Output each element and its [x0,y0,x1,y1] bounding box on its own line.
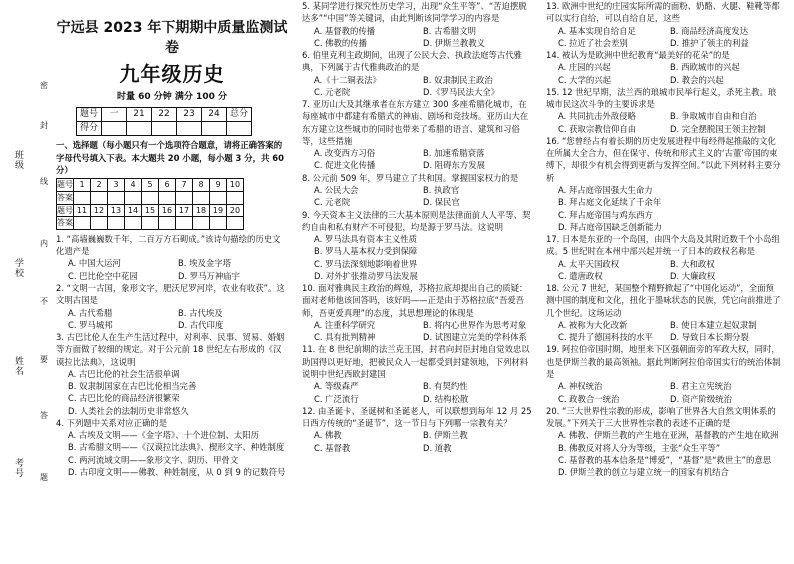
answer-table-cell: 7 [176,179,193,192]
option-C: C. 两河流域文明——象形文字、阴历、甲骨文 [68,454,239,465]
answer-table-cell: 13 [108,204,125,217]
question-text: 11. 在 8 世纪前期的法兰克王国，封君向封臣封地自觉效忠以助国得以更好地，把被民众人一起都受到封建领地，下列材料说明中世纪西欧封建国 [302,344,530,379]
option-C: C. 元老院 [314,197,351,208]
option-B: B. 奴隶制国家在古巴比伦相当完善 [68,381,197,392]
exam-meta: 时量 60 分钟 满分 100 分 [117,92,227,103]
option-B: B. 奴隶制民主政治 [423,74,493,85]
answer-table-cell[interactable] [210,191,227,204]
question-13 [546,0,782,49]
question-options [314,319,532,344]
question-text: 6. 伯里克利主政期间，出现了公民大会、执政法庭等古代雅典，下列属于古代雅典政治的是 [302,50,523,73]
question-text: 3. 古巴比伦人在生产生活过程中，对利率、民事、贸易、婚姻等方面做了较细的规定。对于公元前 18 世纪左右形成的《汉谟拉比法典》，这说明 [56,332,285,367]
option-B: B. 拜占庭文化延续了千余年 [558,197,662,208]
answer-table-cell[interactable] [210,217,227,230]
section-1-instructions: 一、选择题（每小题只有一个选项符合题意，请将正确答案的字母代号填入下表。本大题共 20 小题，每小题 3 分，共 60 分） [56,140,284,175]
option-C: C. 具有批判精神 [314,332,376,343]
option-C: C. 佛教的传播 [314,37,368,48]
option-D: D. 推护了领主的利益 [670,37,749,48]
question-options [68,368,288,417]
option-B: B. 争取城市自由和自治 [670,111,757,122]
option-D: D. 保民官 [423,197,460,208]
question-1 [56,233,288,282]
option-B: B. 伊斯兰教 [423,430,468,441]
answer-table-cell[interactable] [159,217,176,230]
option-A: A. 基本实现自给自足 [558,25,636,36]
seal-mark: 封 [40,121,48,130]
question-16 [546,135,782,233]
answer-table-cell[interactable] [193,191,210,204]
seal-mark: 内 [40,239,48,248]
option-C: C. 古巴比伦的商品经济很繁荣 [68,393,180,404]
question-options [558,319,782,344]
score-cell: 23 [177,108,202,122]
question-options [558,110,782,135]
option-A: A. 中国大运河 [68,258,121,269]
option-A: A. 公民大会 [314,184,359,195]
option-B: B. 古代埃及 [178,307,223,318]
option-D: D. 伊斯兰教教义 [423,37,486,48]
subject-title: 九年级历史 [119,61,225,86]
option-D: D. 教会的兴起 [670,74,724,85]
name-label: 姓名 [13,356,23,376]
question-text: 7. 亚历山大及其继承者在东方建立 300 多座希腊化城市，在每座城市中都建有希腊式的神庙、剧场和竞技场。亚历山大在东方建立这些城市的同时也带来了希腊的语言、建筑和习俗等，这些措施 [302,99,529,146]
option-B: B. 将内心世界作为思考对象 [423,319,527,330]
answer-table-cell[interactable] [125,191,142,204]
answer-table-cell[interactable] [74,191,91,204]
score-row-values [77,122,252,136]
option-A: A. 佛教 [314,430,342,441]
score-cell[interactable] [127,122,152,136]
question-2 [56,282,288,331]
question-17 [546,233,782,282]
option-C: C. 元老院 [314,86,351,97]
question-text: 20. “三大世界性宗教的形成，影响了世界各大自然文明体系的发展。”下列关于三大世界性宗教的表述不正确的是 [546,405,776,429]
option-D: D. 大廉政权 [670,270,716,281]
answer-table-row [57,217,244,230]
score-row-header [77,108,252,122]
answer-table-cell: 3 [108,179,125,192]
answer-table-cell: 19 [210,204,227,217]
option-C: C. 遣唐政权 [558,270,603,281]
answer-table-cell[interactable] [193,217,210,230]
option-B: B. 君主立宪统治 [670,381,732,392]
answer-table-cell: 6 [159,179,176,192]
column-3 [546,0,782,478]
question-5 [302,0,532,49]
question-options [314,74,532,99]
score-cell: 22 [152,108,177,122]
questions-column-1 [56,233,288,478]
answer-table-cell: 10 [227,179,244,192]
answer-table-cell[interactable] [176,217,193,230]
answer-table-cell[interactable] [159,191,176,204]
option-A: A. 基督教的传播 [314,25,376,36]
seal-mark: 密 [40,81,48,90]
option-A: A. 古埃及文明——《金字塔》、十个进位制、太阳历 [68,430,259,441]
question-19 [546,343,782,404]
class-label: 班级 [13,150,23,170]
score-cell[interactable] [227,122,252,136]
question-20 [546,405,782,479]
score-cell[interactable] [177,122,202,136]
answer-table-row [57,191,244,204]
answer-table-row [57,204,244,217]
answer-table-cell: 8 [193,179,210,192]
option-D: D. 完全摆脱国王领主控制 [670,123,766,134]
answer-table-cell[interactable] [74,217,91,230]
option-C: C. 拉近了社会差别 [558,37,628,48]
answer-table [56,178,244,230]
answer-table-row [57,179,244,192]
question-15 [546,86,782,135]
option-B: B. 有契约性 [423,381,468,392]
question-text: 16. “您曾经占有着长期的历史发展进程中每经得起推敲的文化在所属大全合力，但在保守、传统和形式主义的‘古董’帝国的束缚下，却很少有机会得到更新与发挥空间。”以此下列材料主要分析 [546,135,781,183]
question-options [68,257,288,282]
question-text: 2. “文明一古国，象形文字，肥沃尼罗河岸，农业有收获”。这文明古国是 [56,282,285,306]
score-cell: 得分 [77,122,102,136]
option-A: A. 拜占庭帝国强大生命力 [558,184,653,195]
question-7 [302,98,532,172]
option-C: C. 拜占庭帝国与鸡东西方 [558,209,653,220]
school-label: 学校 [13,258,23,278]
question-text: 18. 公元 7 世纪，某国整个精野掀起了“中国化运动”，全面预测中国的制度和文化，扭化于墨咏状态的民族，凭它向前推进了几个世纪。这场运动 [546,283,781,318]
answer-table-cell: 16 [159,204,176,217]
column-2 [302,0,532,454]
option-D: D. 拜占庭帝国缺乏创新能力 [558,221,662,232]
question-options [558,184,782,233]
question-10 [302,282,532,343]
question-14 [546,49,782,86]
column-1 [56,0,288,478]
option-A: A. 罗马法具有资本主义性质 [314,234,418,245]
question-options [314,233,532,282]
option-A: A. 等级森严 [314,381,359,392]
questions-column-2 [302,0,532,454]
option-A: A. 神权统治 [558,381,603,392]
option-A: A. 古代希腊 [68,307,113,318]
question-options [558,61,782,86]
option-A: A. 改变西方习俗 [314,148,376,159]
question-3 [56,331,288,417]
seal-mark: 线 [40,177,48,186]
question-options [68,307,288,332]
seal-mark: 不 [40,297,48,306]
answer-table-cell: 答案 [57,191,74,204]
seal-mark: 题 [40,473,48,482]
score-cell[interactable] [152,122,177,136]
answer-table-cell: 15 [142,204,159,217]
option-B: B. 商品经济高度发达 [670,25,749,36]
answer-table-cell[interactable] [108,217,125,230]
option-B: B. 埃及金字塔 [178,258,231,269]
question-options [314,147,532,172]
option-B: B. 使日本建立起奴隶制 [670,319,757,330]
answer-table-cell[interactable] [227,217,244,230]
option-D: D. 阻碍东方发展 [423,160,486,171]
option-C: C. 提升了德国科技的水平 [558,332,653,343]
option-A: A. 注重科学研究 [314,319,376,330]
seal-mark: 要 [40,355,48,364]
answer-table-cell[interactable] [108,191,125,204]
answer-table-cell: 4 [125,179,142,192]
answer-table-cell: 答案 [57,217,74,230]
question-text: 14. 被认为是欧洲中世纪教育“最美好的花朵”的是 [546,50,730,61]
score-cell: 21 [127,108,152,122]
answer-table-cell: 题号 [57,204,74,217]
option-D: D. 导致日本长期分裂 [670,332,749,343]
question-text: 9. 今天资本主义法律的三大基本原则是法律面前人人平等、契约自由和私有财产不可侵犯，均是源于罗马法。这说明 [302,209,531,232]
option-A: A. 佛教、伊斯兰教的产生地在亚洲，基督教的产生地在欧洲 [558,430,779,441]
question-text: 13. 欧洲中世纪的庄园实际所需的面粉、奶酪、火腿、鞋靴等都可以实行自给，可以自给自足，这些 [546,1,780,24]
question-text: 15. 12 世纪早期，法兰西的琅城市民举行起义，杀死主教。琅城市民这次斗争的主要诉求是 [546,86,777,110]
question-text: 10. 面对雅典民主政治的辉煌，苏格拉底却提出自己的质疑：面对老师他该回答吗，该好吗——正是由于苏格拉底“吾爱吾师，吾更爱真理”的态度，其思想理论的体现是 [302,283,528,318]
option-B: B. 罗马人基本权力受到保障 [314,246,418,257]
option-B: B. 佛教反对将人分为等级，主张“众生平等” [558,442,721,453]
option-C: C. 基督教的基本信条是“博爱”，“基督”是“救世主”的意思 [558,454,772,465]
option-A: A. 被称为大化改新 [558,319,628,330]
answer-table-cell[interactable] [91,191,108,204]
answer-table-cell: 5 [142,179,159,192]
option-A: A.《十二铜表法》 [314,74,381,85]
answer-table-cell: 20 [227,204,244,217]
answer-table-cell: 2 [91,179,108,192]
option-A: A. 庄园的兴起 [558,62,611,73]
question-text: 17. 日本是东亚的一个岛国，由四个大岛及其附近数千个小岛组成。5 世纪时在本州中部兴起并统一了日本的政权名称是 [546,234,780,257]
option-D: D. 人类社会的法制历史非常悠久 [68,405,189,416]
question-options [558,380,782,405]
option-A: A. 太平天国政权 [558,258,620,269]
answer-table-cell: 17 [176,204,193,217]
question-options [314,429,532,454]
score-cell: 总分 [227,108,252,122]
question-9 [302,209,532,283]
option-C: C. 基督教 [314,442,351,453]
option-D: D. 伊斯兰教的创立与建立统一的国家有机结合 [558,467,729,478]
id-label: 考号 [13,458,23,478]
option-D: D.《罗马民法大全》 [423,86,500,97]
option-B: B. 执政官 [423,184,460,195]
option-C: C. 罗马法深刻地影响着世界 [314,258,418,269]
option-D: D. 古印度文明——佛教、种姓制度，从 0 到 9 的记数符号 [68,466,286,477]
answer-table-cell: 18 [193,204,210,217]
score-cell: 题号 [77,108,102,122]
question-11 [302,343,532,404]
option-D: D. 对外扩张推动罗马法发展 [314,270,418,281]
binding-margin [0,0,40,564]
question-8 [302,172,532,209]
question-options [314,380,532,405]
question-options [558,25,782,50]
answer-table-cell: 题号 [57,179,74,192]
answer-table-cell[interactable] [227,191,244,204]
option-B: B. 大和政权 [670,258,715,269]
answer-table-cell[interactable] [125,217,142,230]
score-cell[interactable] [202,122,227,136]
question-4 [56,417,288,478]
question-text: 5. 某同学进行探究性历史学习，出现“众生平等”、“苦迫摆脱达多”“中国”等关键词，由此判断该同学学习的内容是 [302,1,527,24]
option-D: D. 试图建立完美的学科体系 [423,332,527,343]
option-D: D. 古代印度 [178,319,224,330]
question-text: 1. “高墙巍巍数千年，二百万方石砌成。”该诗句描绘的历史文化遗产是 [56,233,281,257]
answer-table-cell: 9 [210,179,227,192]
option-B: B. 古希腊文明 [423,25,476,36]
score-cell: 一 [102,108,127,122]
question-text: 12. 由圣诞卡、圣诞树和圣诞老人，可以联想到每年 12 月 25 日西方传统的“圣诞节”，这一节日与下列哪一宗教有关？ [302,405,532,429]
question-options [558,429,782,478]
option-C: C. 大学的兴起 [558,74,612,85]
question-12 [302,405,532,454]
question-18 [546,282,782,343]
answer-table-cell: 14 [125,204,142,217]
option-A: A. 古巴比伦的社会生活很单调 [68,368,180,379]
score-cell: 24 [202,108,227,122]
question-text: 4. 下列题中关系对应正确的是 [56,417,168,428]
answer-table-cell: 1 [74,179,91,192]
option-A: A. 共同抗击外敌侵略 [558,111,636,122]
option-D: D. 罗马万神庙宇 [178,270,241,281]
option-C: C. 政教合一统治 [558,393,620,404]
answer-table-cell[interactable] [142,191,159,204]
answer-table-cell: 11 [74,204,91,217]
option-D: D. 资产阶级统治 [670,393,733,404]
answer-table-cell: 12 [91,204,108,217]
option-C: C. 获取宗教信仰自由 [558,123,637,134]
option-C: C. 广泛流行 [314,393,359,404]
answer-table-cell[interactable] [91,217,108,230]
option-B: B. 古希腊文明——《汉谟拉比法典》、楔形文字、种姓制度 [68,442,285,453]
answer-table-cell[interactable] [142,217,159,230]
question-options [314,25,532,50]
seal-mark: 答 [40,411,48,420]
option-C: C. 巴比伦空中花园 [68,270,138,281]
option-C: C. 促进文化传播 [314,160,376,171]
questions-column-3 [546,0,782,478]
answer-table-cell[interactable] [176,191,193,204]
question-text: 8. 公元前 509 年，罗马建立了共和国。掌握国家权力的是 [302,172,519,183]
question-options [558,258,782,283]
option-C: C. 罗马城邦 [68,319,113,330]
score-cell[interactable] [102,122,127,136]
option-B: B. 西欧城市的兴起 [670,62,740,73]
option-D: D. 道教 [423,442,452,453]
option-B: B. 加速希腊衰落 [423,148,485,159]
score-table [76,107,252,136]
exam-title: 宁远县 2023 年下期期中质量监测试卷 [56,20,288,57]
question-options [314,184,532,209]
seal-line-text [40,80,54,550]
question-6 [302,49,532,98]
question-options [68,429,288,478]
option-D: D. 结构松散 [423,393,469,404]
question-text: 19. 阿拉伯帝国时期，地里来下区强朝面旁的军政大权，同时，也是伊斯兰教的最高领袖。据此判断阿拉伯帝国实行的统治体制是 [546,344,781,379]
